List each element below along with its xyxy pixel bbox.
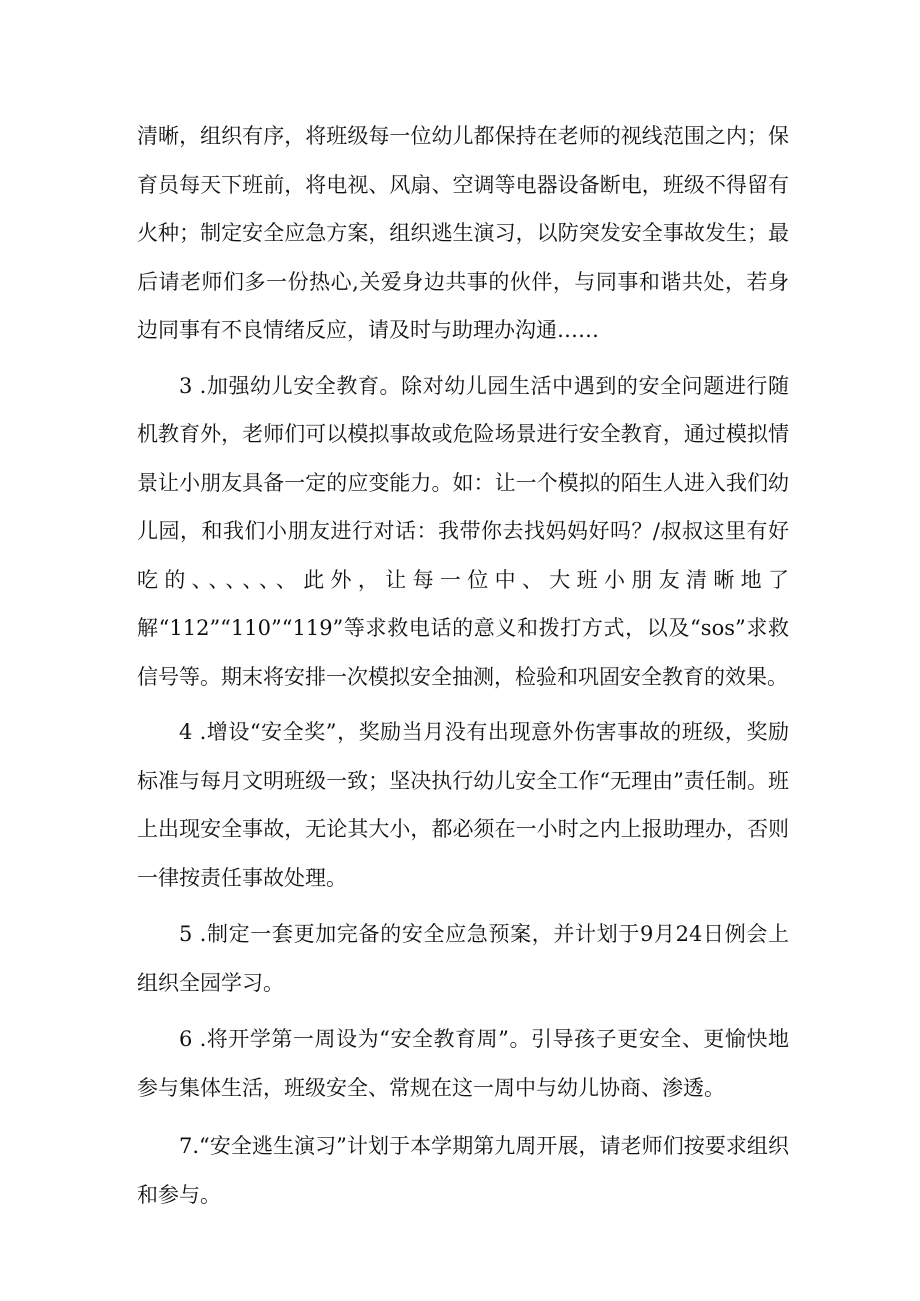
paragraph-continuation: 清晰，组织有序，将班级每一位幼儿都保持在老师的视线范围之内；保育员每天下班前，将电视、风扇、空调等电器设备断电，班级不得留有火种；制定安全应急方案，组织逃生演习，以防突发安全事故发生；最后请老师们多一份热心,关爱身边共事的伙伴，与同事和谐共处，若身边同事有不良情绪反应，请及时与助理办沟通…… <box>137 124 789 342</box>
paragraph-item-4: 4 .增设“安全奖”，奖励当月没有出现意外伤害事故的班级，奖励标准与每月文明班级一致；坚决执行幼儿安全工作“无理由”责任制。班上出现安全事故，无论其大小，都必须在一小时之内上报助理办，否则一律按责任事故处理。 <box>137 720 789 890</box>
document-body <box>137 112 789 1219</box>
paragraph-item-7: 7.“安全逃生演习”计划于本学期第九周开展，请老师们按要求组织和参与。 <box>137 1134 789 1207</box>
paragraph-item-3: 3 .加强幼儿安全教育。除对幼儿园生活中遇到的安全问题进行随机教育外，老师们可以模拟事故或危险场景进行安全教育，通过模拟情景让小朋友具备一定的应变能力。如：让一个模拟的陌生人进入我们幼儿园，和我们小朋友进行对话：我带你去找妈妈好吗？/叔叔这里有好吃的、、、、、、此外，让每一位中、大班小朋友清晰地了解“112”“110”“119”等求救电话的意义和拨打方式，以及“sos”求救信号等。期末将安排一次模拟安全抽测，检验和巩固安全教育的效果。 <box>137 373 789 689</box>
paragraph-item-5: 5 .制定一套更加完备的安全应急预案，并计划于9月24日例会上组织全园学习。 <box>137 922 789 995</box>
paragraph-item-6: 6 .将开学第一周设为“安全教育周”。引导孩子更安全、更愉快地参与集体生活，班级安全、常规在这一周中与幼儿协商、渗透。 <box>137 1027 789 1100</box>
